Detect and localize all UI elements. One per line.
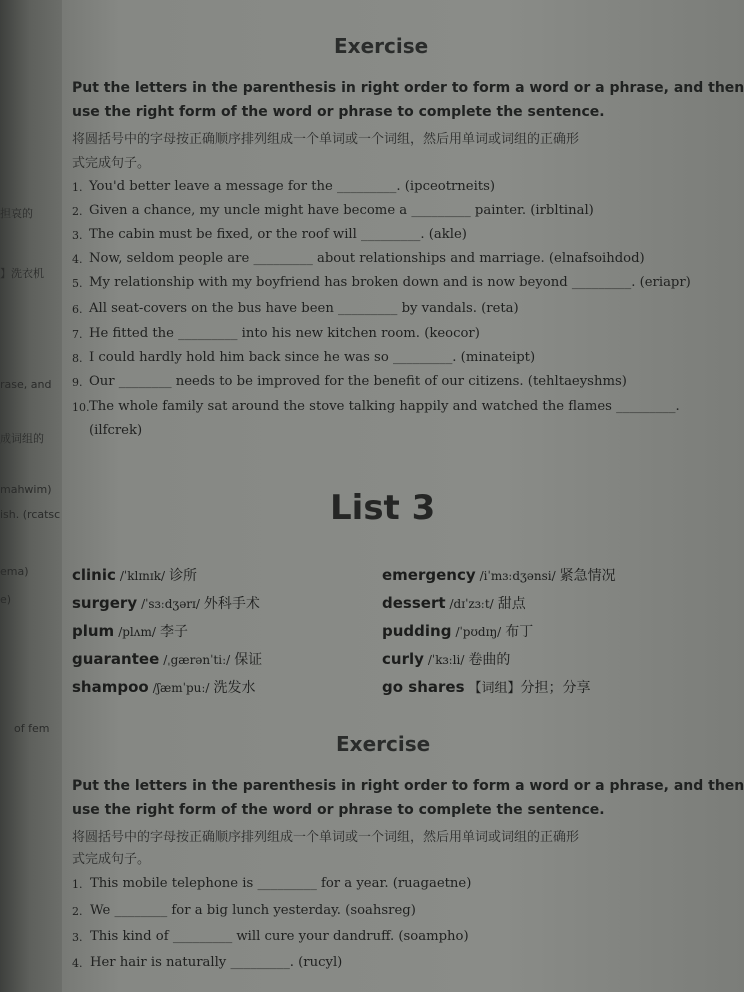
exercise-item xyxy=(72,929,469,944)
item-number: 8. xyxy=(72,352,83,365)
vocab-entry xyxy=(72,649,262,669)
margin-fragment: 担哀的 xyxy=(0,207,33,220)
exercise-title: Exercise xyxy=(334,34,429,58)
item-text: He fitted the _________ into his new kitchen room. (keocor) xyxy=(89,326,480,341)
item-number: 2. xyxy=(72,205,83,218)
item-text: You'd better leave a message for the _________. (ipceotrneits) xyxy=(89,179,496,194)
instruction-cn: 式完成句子。 xyxy=(72,156,151,171)
item-text: We ________ for a big lunch yesterday. (soahsreg) xyxy=(90,903,416,918)
vocab-word: surgery xyxy=(72,594,138,612)
exercise-item xyxy=(72,227,467,242)
item-text: Her hair is naturally _________. (rucyl) xyxy=(90,955,343,970)
margin-fragment: of fem xyxy=(14,722,50,735)
instruction-cn: 式完成句子。 xyxy=(72,852,151,867)
vocab-word: pudding xyxy=(382,622,452,640)
item-number: 4. xyxy=(72,957,83,970)
list-title: List 3 xyxy=(330,488,436,528)
margin-fragment: mahwim) xyxy=(0,483,52,496)
exercise-title: Exercise xyxy=(336,732,431,756)
item-number: 10. xyxy=(72,401,90,414)
item-number: 2. xyxy=(72,905,83,918)
exercise-item xyxy=(72,203,594,218)
item-number: 1. xyxy=(72,878,83,891)
vocab-word: curly xyxy=(382,650,424,668)
exercise-item xyxy=(72,179,495,194)
exercise-item xyxy=(72,251,645,266)
vocab-meaning: 分担；分享 xyxy=(520,680,591,696)
item-number: 1. xyxy=(72,181,83,194)
exercise-item xyxy=(72,374,627,389)
vocab-entry xyxy=(382,649,510,669)
vocab-word: go shares xyxy=(382,678,465,696)
vocab-word: guarantee xyxy=(72,650,160,668)
vocab-meaning: 李子 xyxy=(159,624,188,640)
item-text: The cabin must be fixed, or the roof will _________. (akle) xyxy=(89,227,467,242)
vocab-phonetic: /ˌgærənˈtiː/ xyxy=(163,653,231,667)
exercise-item xyxy=(72,399,680,414)
item-text: I could hardly hold him back since he was so _________. (minateipt) xyxy=(89,350,536,365)
vocab-meaning: 布丁 xyxy=(505,624,534,640)
vocab-entry xyxy=(382,677,591,697)
vocab-word: shampoo xyxy=(72,678,149,696)
margin-fragment: rase, and xyxy=(0,378,52,391)
vocab-entry xyxy=(72,593,260,613)
item-number xyxy=(72,423,89,438)
item-text: Given a chance, my uncle might have become a _________ painter. (irbltinal) xyxy=(89,203,594,218)
vocab-phonetic: /ˈsɜːdʒərɪ/ xyxy=(141,597,200,611)
margin-fragment: 】洗衣机 xyxy=(0,267,44,280)
vocab-word: dessert xyxy=(382,594,446,612)
exercise-item xyxy=(72,876,471,891)
margin-fragment: e) xyxy=(0,593,12,606)
vocab-meaning: 保证 xyxy=(234,652,263,668)
item-number: 3. xyxy=(72,931,83,944)
instruction-cn: 将圆括号中的字母按正确顺序排列组成一个单词或一个词组，然后用单词或词组的正确形 xyxy=(72,830,580,845)
instruction-line: use the right form of the word or phrase to complete the sentence. xyxy=(72,802,605,818)
vocab-entry xyxy=(382,565,616,585)
item-text: (ilfcrek) xyxy=(89,423,143,438)
vocab-phonetic: /ˈklɪnɪk/ xyxy=(119,569,166,583)
vocab-meaning: 洗发水 xyxy=(213,680,256,696)
item-number: 5. xyxy=(72,277,83,290)
margin-fragment: 成词组的 xyxy=(0,432,44,445)
vocab-phonetic: 【词组】 xyxy=(468,681,521,696)
vocab-entry xyxy=(382,621,533,641)
item-text: This kind of _________ will cure your dandruff. (soampho) xyxy=(90,929,469,944)
exercise-item xyxy=(72,955,342,970)
vocab-meaning: 外科手术 xyxy=(203,596,260,612)
item-text: Now, seldom people are _________ about relationships and marriage. (elnafsoihdod) xyxy=(89,251,645,266)
vocab-word: clinic xyxy=(72,566,116,584)
exercise-item xyxy=(72,350,535,365)
vocab-word: plum xyxy=(72,622,115,640)
instruction-cn: 将圆括号中的字母按正确顺序排列组成一个单词或一个词组，然后用单词或词组的正确形 xyxy=(72,132,580,147)
vocab-phonetic: /ʃæmˈpuː/ xyxy=(152,681,210,695)
facing-page-edge xyxy=(0,0,62,992)
item-number: 3. xyxy=(72,229,83,242)
item-text: This mobile telephone is _________ for a year. (ruagaetne) xyxy=(90,876,472,891)
vocab-phonetic: /ˈkɜːli/ xyxy=(427,653,465,667)
vocab-meaning: 甜点 xyxy=(497,596,526,612)
exercise-item-continuation xyxy=(72,423,142,438)
exercise-item xyxy=(72,326,480,341)
vocab-phonetic: /dɪˈzɜːt/ xyxy=(449,597,494,611)
vocab-entry xyxy=(72,565,197,585)
instruction-line: Put the letters in the parenthesis in right order to form a word or a phrase, and then xyxy=(72,778,744,794)
vocab-meaning: 紧急情况 xyxy=(559,568,616,584)
vocab-entry xyxy=(72,677,255,697)
item-text: The whole family sat around the stove talking happily and watched the flames _________. xyxy=(89,399,680,414)
instruction-line: use the right form of the word or phrase to complete the sentence. xyxy=(72,104,605,120)
item-text: All seat-covers on the bus have been _________ by vandals. (reta) xyxy=(89,301,519,316)
margin-fragment: ema) xyxy=(0,565,29,578)
vocab-phonetic: /iˈmɜːdʒənsi/ xyxy=(479,569,556,583)
instruction-line: Put the letters in the parenthesis in right order to form a word or a phrase, and then xyxy=(72,80,744,96)
item-number: 4. xyxy=(72,253,83,266)
margin-fragment: ish. (rcatsc xyxy=(0,508,61,521)
vocab-meaning: 卷曲的 xyxy=(468,652,511,668)
item-number: 6. xyxy=(72,303,83,316)
vocab-word: emergency xyxy=(382,566,476,584)
exercise-item xyxy=(72,301,519,316)
vocab-entry xyxy=(382,593,526,613)
exercise-item xyxy=(72,275,691,290)
item-number: 9. xyxy=(72,376,83,389)
item-text: My relationship with my boyfriend has broken down and is now beyond _________. (eriapr) xyxy=(89,275,691,290)
item-text: Our ________ needs to be improved for the benefit of our citizens. (tehltaeyshms) xyxy=(89,374,627,389)
item-number: 7. xyxy=(72,328,83,341)
vocab-phonetic: /plʌm/ xyxy=(118,625,156,639)
exercise-item xyxy=(72,903,416,918)
vocab-phonetic: /ˈpʊdɪŋ/ xyxy=(455,625,502,639)
vocab-meaning: 诊所 xyxy=(169,568,198,584)
vocab-entry xyxy=(72,621,188,641)
